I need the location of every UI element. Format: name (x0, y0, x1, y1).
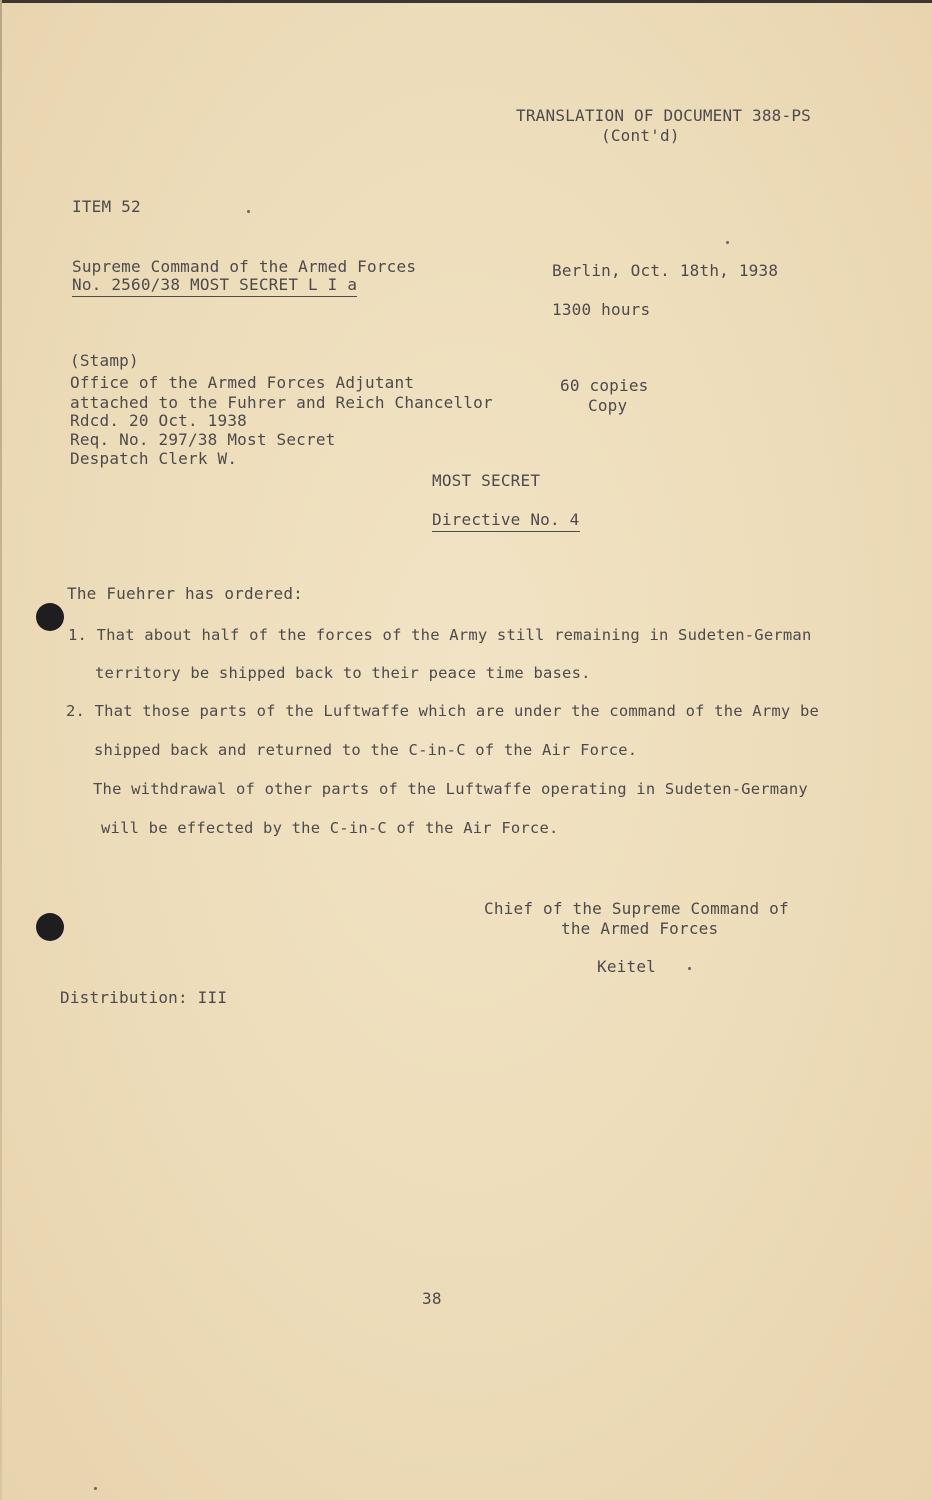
classification: MOST SECRET (432, 471, 541, 490)
distribution: Distribution: III (60, 988, 228, 1007)
page-number: 38 (422, 1289, 442, 1308)
stamp-line: Req. No. 297/38 Most Secret (70, 430, 336, 449)
document-title-continued: (Cont'd) (601, 126, 680, 145)
copy-label: Copy (588, 396, 628, 415)
signature-title: Chief of the Supreme Command of (484, 899, 789, 918)
copies-count: 60 copies (560, 376, 649, 395)
place-date: Berlin, Oct. 18th, 1938 (552, 261, 779, 280)
document-title: TRANSLATION OF DOCUMENT 388-PS (516, 106, 811, 125)
page-left-edge (0, 0, 2, 1500)
order-item-2: 2. That those parts of the Luftwaffe which are under the command of the Army be (66, 702, 820, 720)
signatory-name: Keitel (597, 957, 656, 976)
sender-reference: No. 2560/38 MOST SECRET L I a (72, 275, 357, 297)
stamp-line: Office of the Armed Forces Adjutant (70, 373, 415, 392)
body-paragraph-continued: will be effected by the C-in-C of the Air Force. (101, 819, 559, 837)
stamp-line: Despatch Clerk W. (70, 449, 238, 468)
body-paragraph: The withdrawal of other parts of the Luftwaffe operating in Sudeten-Germany (93, 780, 808, 798)
time: 1300 hours (552, 300, 651, 319)
stamp-line: (Stamp) (70, 351, 139, 370)
signature-title-continued: the Armed Forces (561, 919, 719, 938)
body-intro: The Fuehrer has ordered: (67, 584, 303, 603)
item-number: ITEM 52 (72, 197, 141, 216)
directive-title: Directive No. 4 (432, 510, 580, 532)
stamp-line: attached to the Fuhrer and Reich Chancellor (70, 393, 493, 412)
order-item-1: 1. That about half of the forces of the Army still remaining in Sudeten-German (68, 626, 812, 644)
order-item-2-continued: shipped back and returned to the C-in-C of the Air Force. (94, 741, 638, 759)
order-item-1-continued: territory be shipped back to their peace time bases. (95, 664, 591, 682)
sender-line-1: Supreme Command of the Armed Forces (72, 257, 417, 276)
page-top-edge (0, 0, 932, 3)
stamp-line: Rdcd. 20 Oct. 1938 (70, 411, 247, 430)
punch-hole (36, 603, 64, 631)
paper-speck (688, 967, 691, 970)
paper-speck (726, 241, 729, 244)
paper-speck (247, 210, 250, 213)
punch-hole (36, 913, 64, 941)
paper-speck (94, 1487, 97, 1490)
